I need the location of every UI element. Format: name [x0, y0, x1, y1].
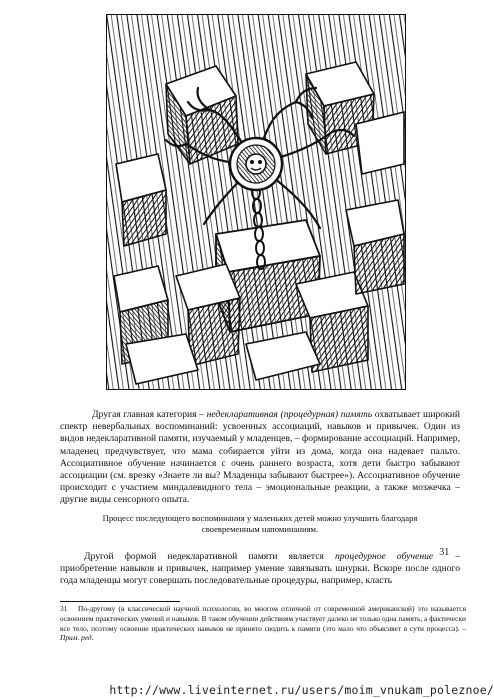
paragraph-nondeclarative-memory: [60, 409, 460, 507]
footnote-divider: [60, 601, 180, 602]
paragraph-procedural-learning: [60, 547, 460, 588]
term-nondeclarative-memory: недекларативная (процедурная) память: [206, 409, 373, 420]
footnote-attribution-end: .: [91, 633, 94, 643]
footnote: [60, 604, 466, 643]
callout-text: Процесс последующего воспоминания у маленьких детей можно улучшить благодаря своевременным напоминаниям.: [102, 513, 418, 534]
footnote-reference[interactable]: 31: [439, 547, 450, 558]
p2-start: Другой формой недекларативной памяти является: [84, 551, 335, 562]
watermark-url: http://www.liveinternet.ru/users/moim_vnukam_poleznoe/: [109, 683, 494, 697]
p1-start: Другая главная категория –: [92, 409, 207, 420]
p2-rest: – приобретение навыков и привычек, например умение завязывать шнурки. Вскоре после одного года младенцы могут совершать последовательные процедуры, например, класть: [60, 551, 460, 587]
footnote-attribution: Прим. ред: [60, 633, 92, 643]
footnote-text: По-другому (в классической научной психологии, во многом отличной от современной американской) это называется освоением практических умений и навыков. В таком обучении действиям участвует далеко не только одна память, а фактически все тело, поэтому освоение практических навыков не принято сводить к памяти (это мало что объясняет в сути процесса). –: [60, 604, 466, 633]
p1-rest: охватывает широкий спектр невербальных воспоминаний: усвоенных ассоциаций, навыков и привычек. Один из видов недекларативной памяти, изучаемый у младенцев, – формирование ассоциаций. Например, младенец предчувствует, что мама собирается уйти из дома, когда она надевает пальто. Ассоциативное обучение начинается с очень раннего возраста, хотя дети быстро забывают ассоциации (см. врезку «Знаете ли вы? Младенцы забывают быстрее»). Ассоциативное обучение происходит с участием миндалевидного тела – эмоциональные реакции, а также мозжечка – другие виды сенсорного опыта.: [60, 409, 460, 506]
term-procedural-learning: процедурное обучение: [334, 551, 434, 562]
footnote-number: 31: [60, 604, 68, 613]
neuron-boxes-illustration: [106, 14, 406, 390]
